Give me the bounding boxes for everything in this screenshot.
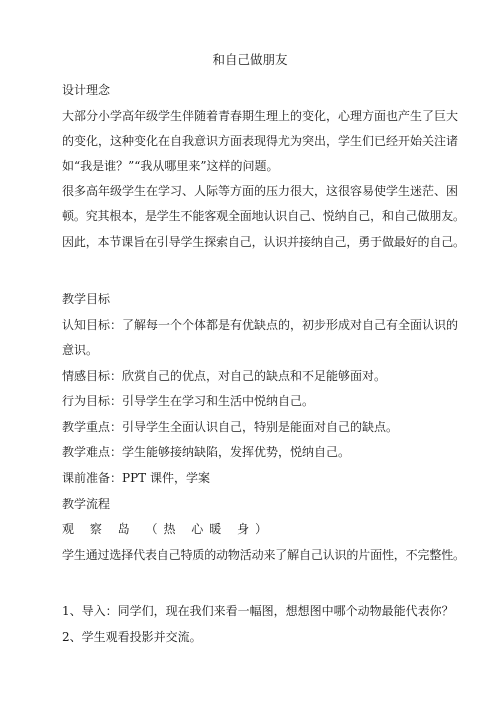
- goal-line: 情感目标：欣赏自己的优点，对自己的缺点和不足能够面对。: [62, 369, 387, 383]
- goal-line: 行为目标：引导学生在学习和生活中悦纳自己。: [62, 394, 315, 408]
- preparation-line: 课前准备：PPT 课件，学案: [62, 471, 210, 485]
- paragraph-line: 很多高年级学生在学习、人际等方面的压力很大，这很容易使学生迷茫、困: [62, 184, 459, 198]
- heading-teaching-goals: 教学目标: [62, 292, 111, 306]
- goal-line: 教学重点：引导学生全面认识自己，特别是能面对自己的缺点。: [62, 420, 399, 434]
- list-item: 2、学生观看投影并交流。: [62, 630, 202, 644]
- heading-design-concept: 设计理念: [62, 83, 111, 97]
- goal-line: 认知目标：了解每一个个体都是有优缺点的，初步形成对自己有全面认识的: [62, 318, 459, 332]
- heading-teaching-process: 教学流程: [62, 497, 111, 511]
- goal-line: 意识。: [62, 343, 99, 357]
- section-observation-island: 观 察 岛 （热 心暖 身）: [62, 522, 274, 536]
- paragraph-line: 顿。究其根本，是学生不能客观全面地认识自己、悦纳自己，和自己做朋友。: [62, 209, 465, 223]
- paragraph-line: 因此，本节课旨在引导学生探索自己，认识并接纳自己，勇于做最好的自己。: [62, 235, 465, 249]
- document-title: 和自己做朋友: [212, 52, 288, 67]
- list-item: 1、导入：同学们，现在我们来看一幅图，想想图中哪个动物最能代表你？: [62, 604, 454, 618]
- paragraph-line: 的变化，这种变化在自我意识方面表现得尤为突出，学生们已经开始关注诸: [62, 134, 459, 148]
- goal-line: 教学难点：学生能够接纳缺陷，发挥优势，悦纳自己。: [62, 445, 351, 459]
- paragraph-line: 大部分小学高年级学生伴随着青春期生理上的变化，心理方面也产生了巨大: [62, 109, 459, 123]
- paragraph-line: 如“我是谁？”“我从哪里来”这样的问题。: [62, 159, 279, 173]
- paragraph-line: 学生通过选择代表自己特质的动物活动来了解自己认识的片面性，不完整性。: [62, 548, 465, 562]
